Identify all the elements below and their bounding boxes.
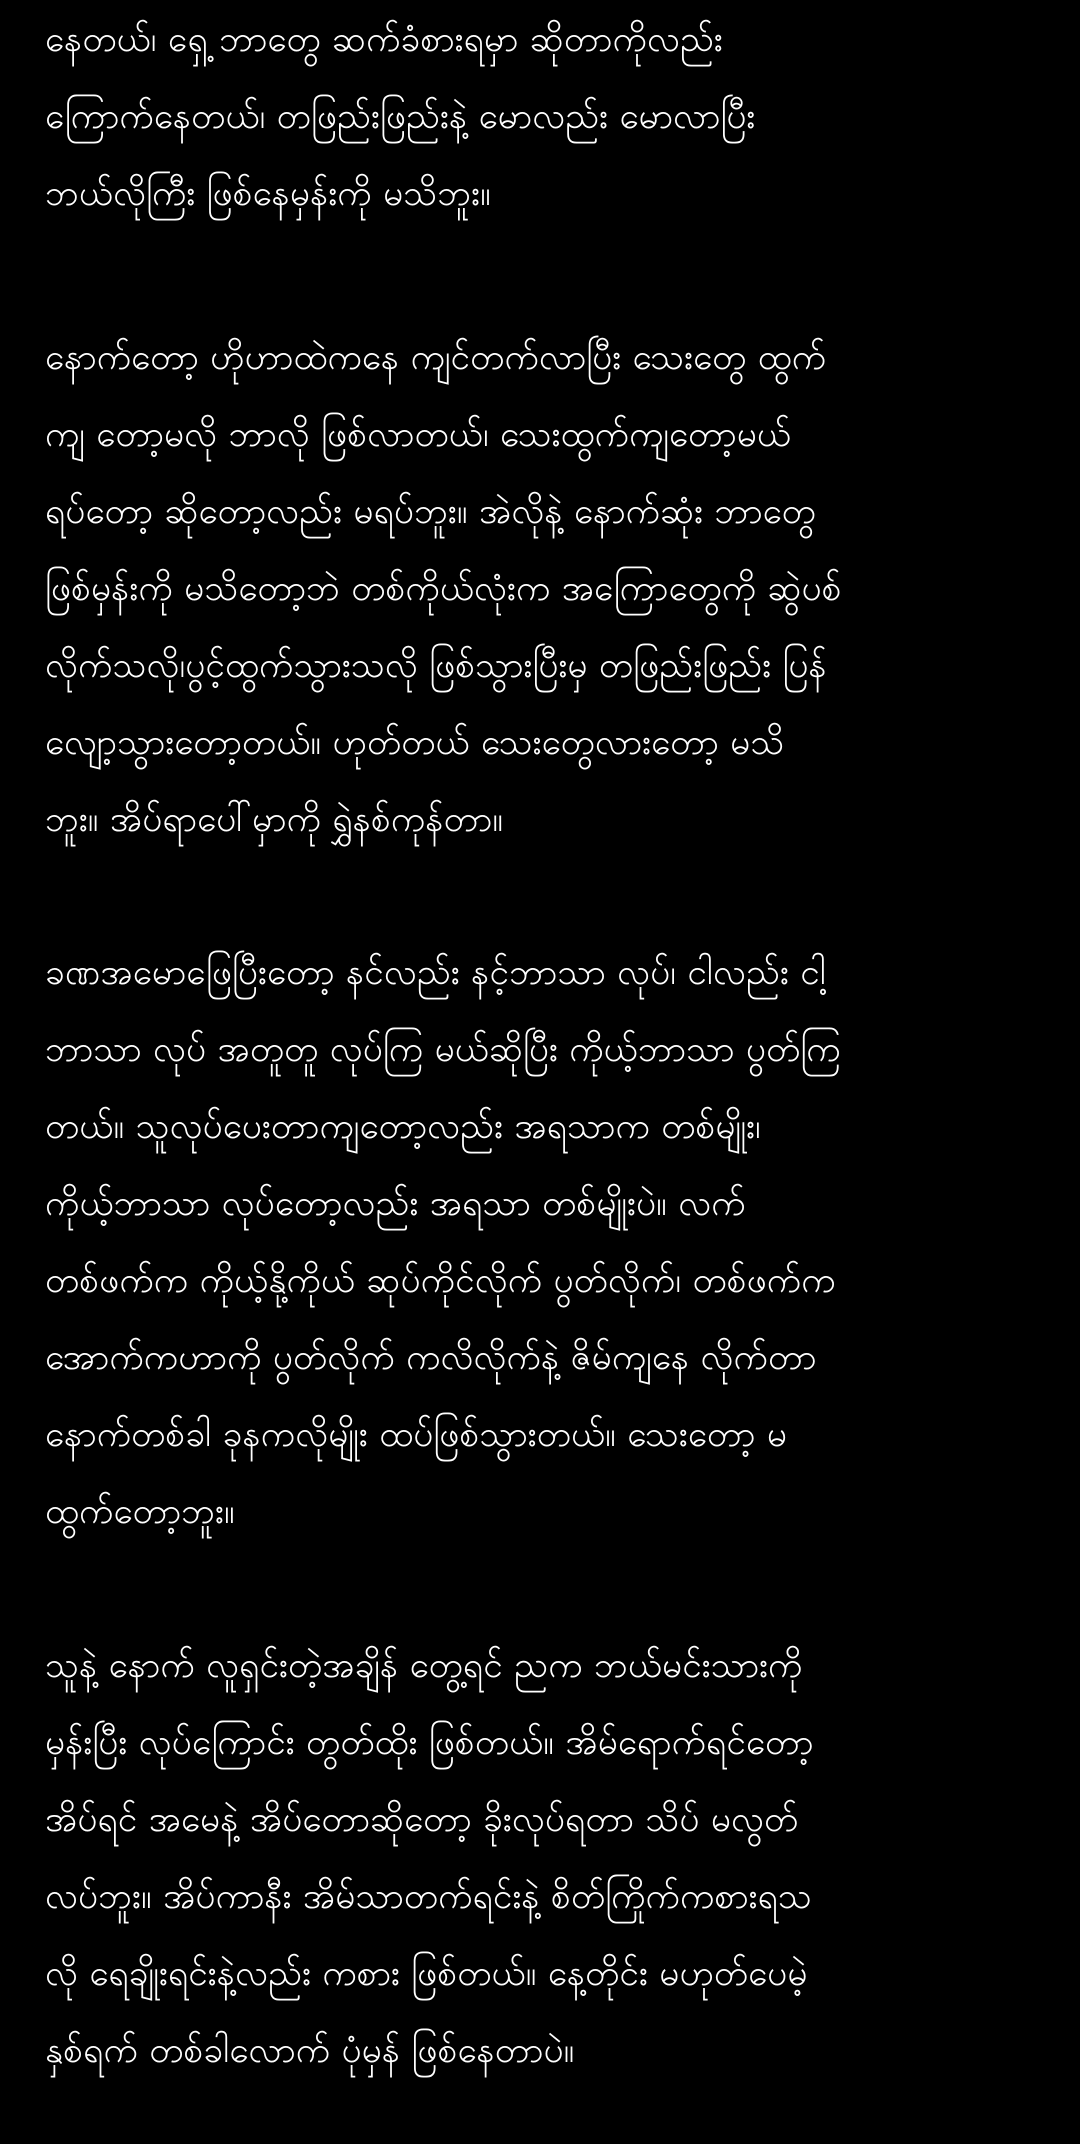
text-line: လိုက်သလို၊ပွင့်ထွက်သွားသလို ဖြစ်သွားပြီးမှ တဖြည်းဖြည်း ပြန် [45,646,827,686]
text-line: သူနဲ့ နောက် လူရှင်းတဲ့အချိန် တွေ့ရင် ညက ဘယ်မင်းသားကို [45,1646,803,1686]
text-line: ဖြစ်မှန်းကို မသိတော့ဘဲ တစ်ကိုယ်လုံးက အကြောတွေကို ဆွဲပစ် [45,569,842,609]
text-line: နှစ်ရက် တစ်ခါလောက် ပုံမှန် ဖြစ်နေတာပဲ။ [45,2031,575,2071]
text-line: နောက်တော့ ဟိုဟာထဲကနေ ကျင်တက်လာပြီး သေးတွေ ထွက် [45,338,827,378]
text-line: နေတယ်၊ ရှေ့ ဘာတွေ ဆက်ခံစားရမှာ ဆိုတာကိုလည်း [45,20,723,60]
text-line: ဘယ်လိုကြီး ဖြစ်နေမှန်းကို မသိဘူး။ [45,174,491,214]
paragraph-1 [45,2,1045,233]
text-line: ကျ တော့မလို ဘာလို ဖြစ်လာတယ်၊ သေးထွက်ကျတော့မယ် [45,415,792,455]
text-line: ထွက်တော့ဘူး။ [45,1492,235,1532]
text-line: ဘာသာ လုပ် အတူတူ လုပ်ကြ မယ်ဆိုပြီး ကိုယ့်ဘာသာ ပွတ်ကြ [45,1030,841,1070]
text-line: ရပ်တော့ ဆိုတော့လည်း မရပ်ဘူး။ အဲလိုနဲ့ နောက်ဆုံး ဘာတွေ [45,492,816,532]
text-line: လပ်ဘူး။ အိပ်ကာနီး အိမ်သာတက်ရင်းနဲ့ စိတ်ကြိုက်ကစားရသ [45,1877,812,1917]
text-line: နောက်တစ်ခါ ခုနကလိုမျိုး ထပ်ဖြစ်သွားတယ်။ သေးတော့ မ [45,1415,788,1455]
text-line: ခဏအမောဖြေပြီးတော့ နင်လည်း နင့်ဘာသာ လုပ်၊ ငါလည်း ငါ့ [45,953,826,993]
text-line: လို ရေချိုးရင်းနဲ့လည်း ကစား ဖြစ်တယ်။ နေ့တိုင်း မဟုတ်ပေမဲ့ [45,1954,808,1994]
paragraph-4 [45,1628,1045,2090]
text-line: ကြောက်နေတယ်၊ တဖြည်းဖြည်းနဲ့ မောလည်း မောလာပြီး [45,97,756,137]
text-line: အောက်ကဟာကို ပွတ်လိုက် ကလိလိုက်နဲ့ ဇိမ်ကျနေ လိုက်တာ [45,1338,817,1378]
text-line: ကိုယ့်ဘာသာ လုပ်တော့လည်း အရသာ တစ်မျိုးပဲ။ လက် [45,1184,746,1224]
paragraph-2 [45,320,1045,859]
text-line: ဘူး။ အိပ်ရာပေါ်မှာကို ရွှဲနစ်ကုန်တာ။ [45,800,504,840]
text-line: တယ်။ သူလုပ်ပေးတာကျတော့လည်း အရသာက တစ်မျိုး၊ [45,1107,761,1147]
text-line: တစ်ဖက်က ကိုယ့်နို့ကိုယ် ဆုပ်ကိုင်လိုက် ပွတ်လိုက်၊ တစ်ဖက်က [45,1261,836,1301]
text-line: မှန်းပြီး လုပ်ကြောင်း တွတ်ထိုး ဖြစ်တယ်။ အိမ်ရောက်ရင်တော့ [45,1723,814,1763]
text-line: လျော့သွားတော့တယ်။ ဟုတ်တယ် သေးတွေလားတော့ မသိ [45,723,785,763]
text-line: အိပ်ရင် အမေနဲ့ အိပ်တောဆိုတော့ ခိုးလုပ်ရတာ သိပ် မလွတ် [45,1800,799,1840]
paragraph-3 [45,935,1045,1551]
